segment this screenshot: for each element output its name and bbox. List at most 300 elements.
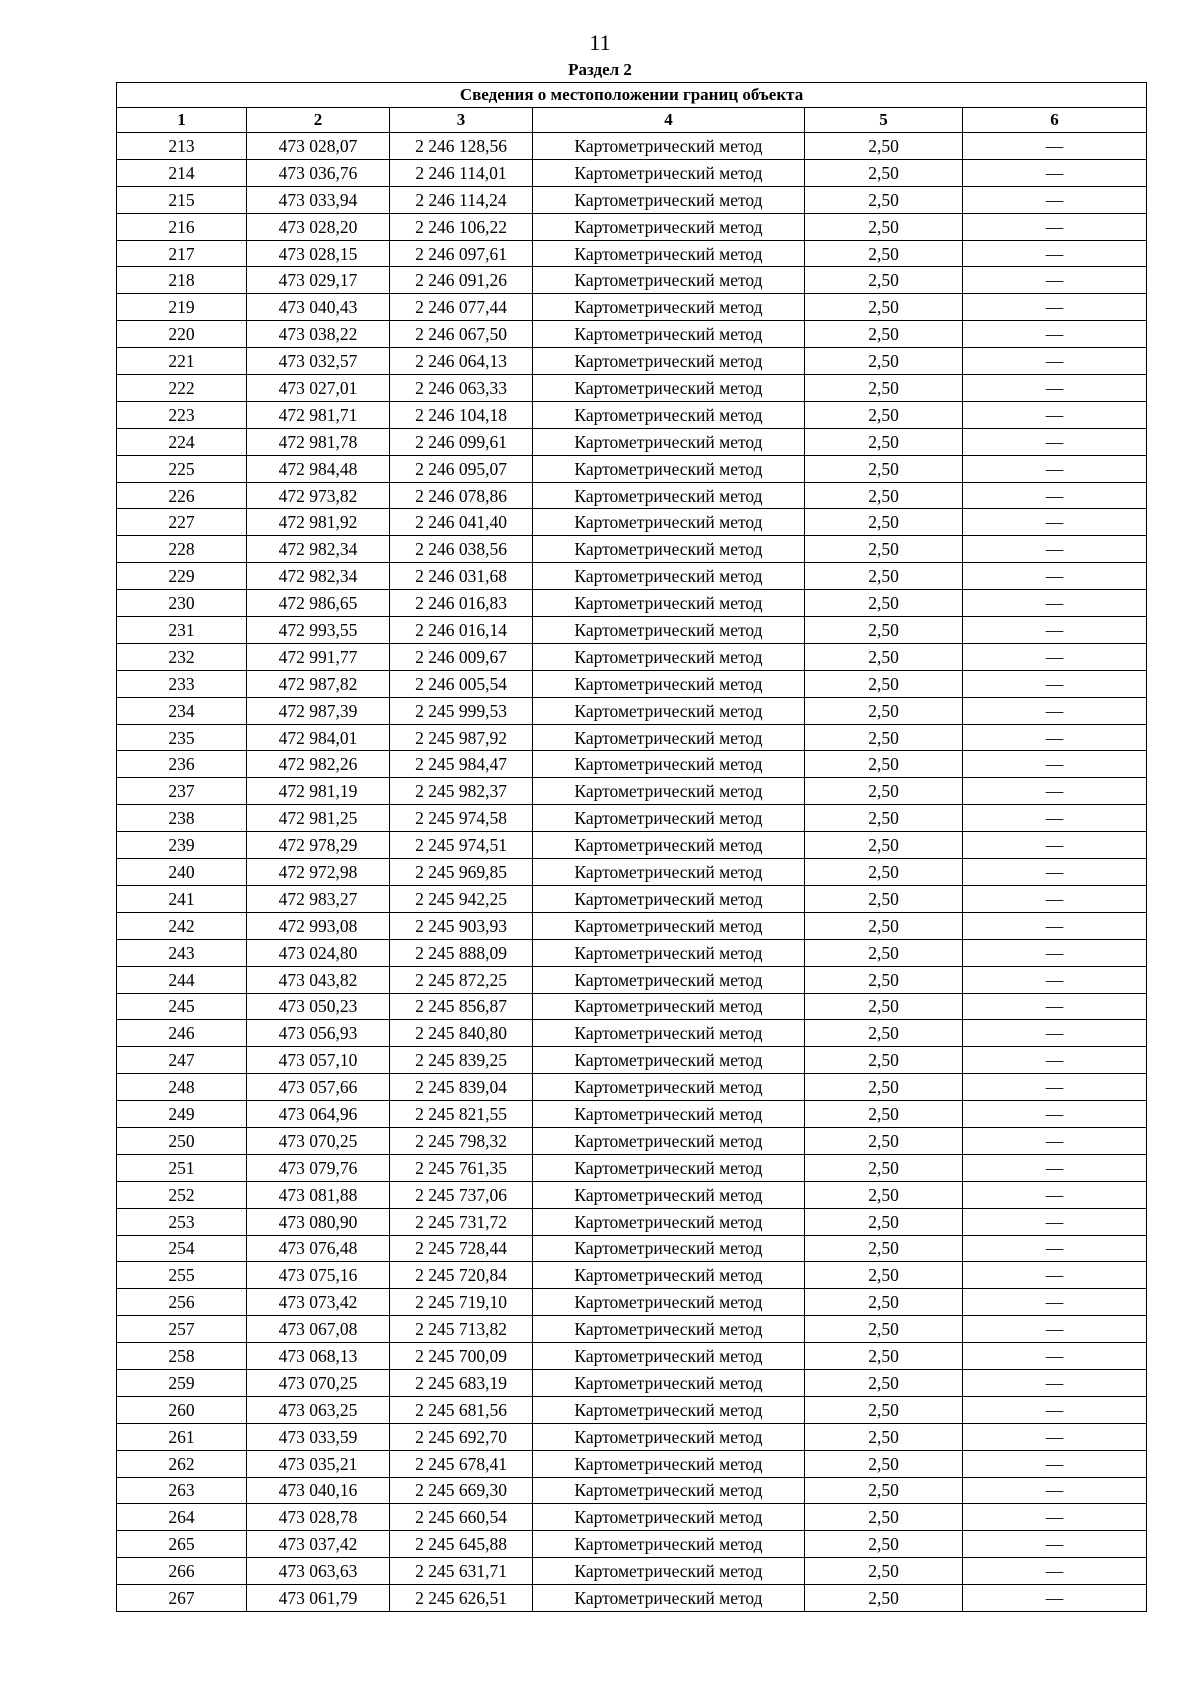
x-coordinate-cell: 473 028,15 bbox=[247, 240, 390, 267]
point-number-cell: 226 bbox=[117, 482, 247, 509]
description-cell: — bbox=[963, 1369, 1147, 1396]
table-body bbox=[117, 133, 1147, 1612]
method-cell: Картометрический метод bbox=[533, 1020, 805, 1047]
accuracy-cell: 2,50 bbox=[805, 1504, 963, 1531]
description-cell: — bbox=[963, 159, 1147, 186]
y-coordinate-cell: 2 246 099,61 bbox=[390, 428, 533, 455]
y-coordinate-cell: 2 246 041,40 bbox=[390, 509, 533, 536]
accuracy-cell: 2,50 bbox=[805, 993, 963, 1020]
method-cell: Картометрический метод bbox=[533, 1235, 805, 1262]
point-number-cell: 234 bbox=[117, 697, 247, 724]
description-cell: — bbox=[963, 1181, 1147, 1208]
accuracy-cell: 2,50 bbox=[805, 294, 963, 321]
x-coordinate-cell: 473 061,79 bbox=[247, 1585, 390, 1612]
table-row bbox=[117, 939, 1147, 966]
point-number-cell: 261 bbox=[117, 1423, 247, 1450]
y-coordinate-cell: 2 246 009,67 bbox=[390, 643, 533, 670]
y-coordinate-cell: 2 245 888,09 bbox=[390, 939, 533, 966]
description-cell: — bbox=[963, 455, 1147, 482]
description-cell: — bbox=[963, 1154, 1147, 1181]
method-cell: Картометрический метод bbox=[533, 294, 805, 321]
x-coordinate-cell: 473 080,90 bbox=[247, 1208, 390, 1235]
point-number-cell: 233 bbox=[117, 670, 247, 697]
point-number-cell: 264 bbox=[117, 1504, 247, 1531]
point-number-cell: 219 bbox=[117, 294, 247, 321]
table-row bbox=[117, 455, 1147, 482]
method-cell: Картометрический метод bbox=[533, 348, 805, 375]
table-row bbox=[117, 993, 1147, 1020]
table-row bbox=[117, 1127, 1147, 1154]
x-coordinate-cell: 473 029,17 bbox=[247, 267, 390, 294]
accuracy-cell: 2,50 bbox=[805, 1531, 963, 1558]
y-coordinate-cell: 2 245 678,41 bbox=[390, 1450, 533, 1477]
accuracy-cell: 2,50 bbox=[805, 697, 963, 724]
y-coordinate-cell: 2 245 903,93 bbox=[390, 912, 533, 939]
description-cell: — bbox=[963, 859, 1147, 886]
table-row bbox=[117, 1369, 1147, 1396]
table-row bbox=[117, 1477, 1147, 1504]
y-coordinate-cell: 2 245 798,32 bbox=[390, 1127, 533, 1154]
accuracy-cell: 2,50 bbox=[805, 1262, 963, 1289]
x-coordinate-cell: 473 024,80 bbox=[247, 939, 390, 966]
point-number-cell: 247 bbox=[117, 1047, 247, 1074]
point-number-cell: 230 bbox=[117, 590, 247, 617]
point-number-cell: 223 bbox=[117, 401, 247, 428]
point-number-cell: 257 bbox=[117, 1316, 247, 1343]
x-coordinate-cell: 473 068,13 bbox=[247, 1343, 390, 1370]
description-cell: — bbox=[963, 321, 1147, 348]
description-cell: — bbox=[963, 1235, 1147, 1262]
description-cell: — bbox=[963, 1262, 1147, 1289]
y-coordinate-cell: 2 245 840,80 bbox=[390, 1020, 533, 1047]
method-cell: Картометрический метод bbox=[533, 133, 805, 160]
accuracy-cell: 2,50 bbox=[805, 939, 963, 966]
table-row bbox=[117, 1396, 1147, 1423]
accuracy-cell: 2,50 bbox=[805, 885, 963, 912]
method-cell: Картометрический метод bbox=[533, 966, 805, 993]
accuracy-cell: 2,50 bbox=[805, 213, 963, 240]
y-coordinate-cell: 2 246 005,54 bbox=[390, 670, 533, 697]
table-row bbox=[117, 1558, 1147, 1585]
description-cell: — bbox=[963, 267, 1147, 294]
method-cell: Картометрический метод bbox=[533, 1047, 805, 1074]
y-coordinate-cell: 2 245 626,51 bbox=[390, 1585, 533, 1612]
description-cell: — bbox=[963, 375, 1147, 402]
description-cell: — bbox=[963, 1074, 1147, 1101]
accuracy-cell: 2,50 bbox=[805, 1343, 963, 1370]
table-row bbox=[117, 267, 1147, 294]
y-coordinate-cell: 2 245 982,37 bbox=[390, 778, 533, 805]
table-row bbox=[117, 1101, 1147, 1128]
y-coordinate-cell: 2 246 097,61 bbox=[390, 240, 533, 267]
accuracy-cell: 2,50 bbox=[805, 509, 963, 536]
accuracy-cell: 2,50 bbox=[805, 1585, 963, 1612]
y-coordinate-cell: 2 246 077,44 bbox=[390, 294, 533, 321]
x-coordinate-cell: 473 056,93 bbox=[247, 1020, 390, 1047]
y-coordinate-cell: 2 245 839,25 bbox=[390, 1047, 533, 1074]
table-row bbox=[117, 240, 1147, 267]
table-row bbox=[117, 294, 1147, 321]
x-coordinate-cell: 473 033,94 bbox=[247, 186, 390, 213]
method-cell: Картометрический метод bbox=[533, 240, 805, 267]
table-row bbox=[117, 832, 1147, 859]
x-coordinate-cell: 473 040,16 bbox=[247, 1477, 390, 1504]
table-row bbox=[117, 1154, 1147, 1181]
point-number-cell: 239 bbox=[117, 832, 247, 859]
table-row bbox=[117, 1423, 1147, 1450]
accuracy-cell: 2,50 bbox=[805, 267, 963, 294]
description-cell: — bbox=[963, 912, 1147, 939]
method-cell: Картометрический метод bbox=[533, 159, 805, 186]
method-cell: Картометрический метод bbox=[533, 751, 805, 778]
description-cell: — bbox=[963, 1127, 1147, 1154]
y-coordinate-cell: 2 246 016,14 bbox=[390, 617, 533, 644]
method-cell: Картометрический метод bbox=[533, 993, 805, 1020]
accuracy-cell: 2,50 bbox=[805, 1020, 963, 1047]
column-header: 1 bbox=[117, 108, 247, 133]
x-coordinate-cell: 472 993,55 bbox=[247, 617, 390, 644]
description-cell: — bbox=[963, 885, 1147, 912]
table-row bbox=[117, 1020, 1147, 1047]
accuracy-cell: 2,50 bbox=[805, 1047, 963, 1074]
y-coordinate-cell: 2 245 713,82 bbox=[390, 1316, 533, 1343]
method-cell: Картометрический метод bbox=[533, 1127, 805, 1154]
accuracy-cell: 2,50 bbox=[805, 1558, 963, 1585]
method-cell: Картометрический метод bbox=[533, 455, 805, 482]
method-cell: Картометрический метод bbox=[533, 1369, 805, 1396]
table-row bbox=[117, 670, 1147, 697]
description-cell: — bbox=[963, 563, 1147, 590]
method-cell: Картометрический метод bbox=[533, 1181, 805, 1208]
column-header: 4 bbox=[533, 108, 805, 133]
table-row bbox=[117, 186, 1147, 213]
x-coordinate-cell: 473 075,16 bbox=[247, 1262, 390, 1289]
x-coordinate-cell: 472 984,48 bbox=[247, 455, 390, 482]
description-cell: — bbox=[963, 240, 1147, 267]
y-coordinate-cell: 2 245 728,44 bbox=[390, 1235, 533, 1262]
description-cell: — bbox=[963, 186, 1147, 213]
description-cell: — bbox=[963, 643, 1147, 670]
point-number-cell: 266 bbox=[117, 1558, 247, 1585]
y-coordinate-cell: 2 245 737,06 bbox=[390, 1181, 533, 1208]
description-cell: — bbox=[963, 832, 1147, 859]
point-number-cell: 229 bbox=[117, 563, 247, 590]
table-row bbox=[117, 428, 1147, 455]
method-cell: Картометрический метод bbox=[533, 1343, 805, 1370]
point-number-cell: 222 bbox=[117, 375, 247, 402]
table-row bbox=[117, 348, 1147, 375]
x-coordinate-cell: 473 057,66 bbox=[247, 1074, 390, 1101]
x-coordinate-cell: 473 036,76 bbox=[247, 159, 390, 186]
x-coordinate-cell: 473 028,20 bbox=[247, 213, 390, 240]
accuracy-cell: 2,50 bbox=[805, 348, 963, 375]
accuracy-cell: 2,50 bbox=[805, 1208, 963, 1235]
description-cell: — bbox=[963, 1289, 1147, 1316]
x-coordinate-cell: 472 973,82 bbox=[247, 482, 390, 509]
table-row bbox=[117, 563, 1147, 590]
x-coordinate-cell: 472 987,39 bbox=[247, 697, 390, 724]
table-row bbox=[117, 213, 1147, 240]
x-coordinate-cell: 473 057,10 bbox=[247, 1047, 390, 1074]
column-header: 6 bbox=[963, 108, 1147, 133]
description-cell: — bbox=[963, 1396, 1147, 1423]
description-cell: — bbox=[963, 617, 1147, 644]
x-coordinate-cell: 473 070,25 bbox=[247, 1369, 390, 1396]
method-cell: Картометрический метод bbox=[533, 509, 805, 536]
column-header-row bbox=[117, 108, 1147, 133]
point-number-cell: 255 bbox=[117, 1262, 247, 1289]
x-coordinate-cell: 472 984,01 bbox=[247, 724, 390, 751]
x-coordinate-cell: 473 063,25 bbox=[247, 1396, 390, 1423]
column-header: 2 bbox=[247, 108, 390, 133]
description-cell: — bbox=[963, 966, 1147, 993]
accuracy-cell: 2,50 bbox=[805, 186, 963, 213]
method-cell: Картометрический метод bbox=[533, 670, 805, 697]
method-cell: Картометрический метод bbox=[533, 1585, 805, 1612]
accuracy-cell: 2,50 bbox=[805, 401, 963, 428]
accuracy-cell: 2,50 bbox=[805, 321, 963, 348]
y-coordinate-cell: 2 246 106,22 bbox=[390, 213, 533, 240]
point-number-cell: 256 bbox=[117, 1289, 247, 1316]
y-coordinate-cell: 2 245 692,70 bbox=[390, 1423, 533, 1450]
y-coordinate-cell: 2 246 095,07 bbox=[390, 455, 533, 482]
description-cell: — bbox=[963, 993, 1147, 1020]
y-coordinate-cell: 2 245 974,51 bbox=[390, 832, 533, 859]
y-coordinate-cell: 2 245 856,87 bbox=[390, 993, 533, 1020]
x-coordinate-cell: 472 991,77 bbox=[247, 643, 390, 670]
description-cell: — bbox=[963, 428, 1147, 455]
table-row bbox=[117, 536, 1147, 563]
table-row bbox=[117, 1289, 1147, 1316]
accuracy-cell: 2,50 bbox=[805, 455, 963, 482]
x-coordinate-cell: 473 081,88 bbox=[247, 1181, 390, 1208]
method-cell: Картометрический метод bbox=[533, 590, 805, 617]
section-title: Раздел 2 bbox=[568, 60, 632, 79]
point-number-cell: 228 bbox=[117, 536, 247, 563]
point-number-cell: 260 bbox=[117, 1396, 247, 1423]
page-number: 11 bbox=[589, 30, 611, 55]
table-row bbox=[117, 1235, 1147, 1262]
table-row bbox=[117, 1450, 1147, 1477]
table-row bbox=[117, 1316, 1147, 1343]
accuracy-cell: 2,50 bbox=[805, 859, 963, 886]
y-coordinate-cell: 2 246 104,18 bbox=[390, 401, 533, 428]
point-number-cell: 232 bbox=[117, 643, 247, 670]
y-coordinate-cell: 2 246 114,01 bbox=[390, 159, 533, 186]
point-number-cell: 262 bbox=[117, 1450, 247, 1477]
y-coordinate-cell: 2 245 821,55 bbox=[390, 1101, 533, 1128]
accuracy-cell: 2,50 bbox=[805, 1181, 963, 1208]
method-cell: Картометрический метод bbox=[533, 1423, 805, 1450]
x-coordinate-cell: 472 981,19 bbox=[247, 778, 390, 805]
table-row bbox=[117, 1074, 1147, 1101]
point-number-cell: 216 bbox=[117, 213, 247, 240]
point-number-cell: 245 bbox=[117, 993, 247, 1020]
point-number-cell: 213 bbox=[117, 133, 247, 160]
x-coordinate-cell: 473 043,82 bbox=[247, 966, 390, 993]
x-coordinate-cell: 473 032,57 bbox=[247, 348, 390, 375]
accuracy-cell: 2,50 bbox=[805, 1127, 963, 1154]
point-number-cell: 235 bbox=[117, 724, 247, 751]
description-cell: — bbox=[963, 697, 1147, 724]
method-cell: Картометрический метод bbox=[533, 805, 805, 832]
accuracy-cell: 2,50 bbox=[805, 375, 963, 402]
accuracy-cell: 2,50 bbox=[805, 832, 963, 859]
description-cell: — bbox=[963, 1477, 1147, 1504]
method-cell: Картометрический метод bbox=[533, 912, 805, 939]
method-cell: Картометрический метод bbox=[533, 1074, 805, 1101]
column-header: 3 bbox=[390, 108, 533, 133]
description-cell: — bbox=[963, 213, 1147, 240]
method-cell: Картометрический метод bbox=[533, 186, 805, 213]
table-row bbox=[117, 1181, 1147, 1208]
x-coordinate-cell: 473 040,43 bbox=[247, 294, 390, 321]
point-number-cell: 249 bbox=[117, 1101, 247, 1128]
x-coordinate-cell: 473 070,25 bbox=[247, 1127, 390, 1154]
table-row bbox=[117, 617, 1147, 644]
y-coordinate-cell: 2 245 942,25 bbox=[390, 885, 533, 912]
point-number-cell: 258 bbox=[117, 1343, 247, 1370]
method-cell: Картометрический метод bbox=[533, 1289, 805, 1316]
accuracy-cell: 2,50 bbox=[805, 1074, 963, 1101]
description-cell: — bbox=[963, 1316, 1147, 1343]
accuracy-cell: 2,50 bbox=[805, 590, 963, 617]
description-cell: — bbox=[963, 939, 1147, 966]
y-coordinate-cell: 2 245 700,09 bbox=[390, 1343, 533, 1370]
method-cell: Картометрический метод bbox=[533, 778, 805, 805]
description-cell: — bbox=[963, 778, 1147, 805]
x-coordinate-cell: 473 063,63 bbox=[247, 1558, 390, 1585]
accuracy-cell: 2,50 bbox=[805, 428, 963, 455]
accuracy-cell: 2,50 bbox=[805, 133, 963, 160]
x-coordinate-cell: 472 981,25 bbox=[247, 805, 390, 832]
table-row bbox=[117, 805, 1147, 832]
method-cell: Картометрический метод bbox=[533, 1504, 805, 1531]
method-cell: Картометрический метод bbox=[533, 1531, 805, 1558]
x-coordinate-cell: 472 972,98 bbox=[247, 859, 390, 886]
accuracy-cell: 2,50 bbox=[805, 1369, 963, 1396]
method-cell: Картометрический метод bbox=[533, 321, 805, 348]
method-cell: Картометрический метод bbox=[533, 375, 805, 402]
point-number-cell: 215 bbox=[117, 186, 247, 213]
table-row bbox=[117, 912, 1147, 939]
point-number-cell: 237 bbox=[117, 778, 247, 805]
accuracy-cell: 2,50 bbox=[805, 805, 963, 832]
column-header: 5 bbox=[805, 108, 963, 133]
accuracy-cell: 2,50 bbox=[805, 536, 963, 563]
point-number-cell: 267 bbox=[117, 1585, 247, 1612]
table-row bbox=[117, 321, 1147, 348]
description-cell: — bbox=[963, 1585, 1147, 1612]
description-cell: — bbox=[963, 1208, 1147, 1235]
description-cell: — bbox=[963, 401, 1147, 428]
y-coordinate-cell: 2 245 681,56 bbox=[390, 1396, 533, 1423]
description-cell: — bbox=[963, 294, 1147, 321]
method-cell: Картометрический метод bbox=[533, 1450, 805, 1477]
table-row bbox=[117, 778, 1147, 805]
description-cell: — bbox=[963, 1558, 1147, 1585]
accuracy-cell: 2,50 bbox=[805, 1235, 963, 1262]
table-title-row bbox=[117, 83, 1147, 108]
description-cell: — bbox=[963, 1047, 1147, 1074]
accuracy-cell: 2,50 bbox=[805, 563, 963, 590]
method-cell: Картометрический метод bbox=[533, 939, 805, 966]
x-coordinate-cell: 473 038,22 bbox=[247, 321, 390, 348]
table-row bbox=[117, 1208, 1147, 1235]
description-cell: — bbox=[963, 1504, 1147, 1531]
y-coordinate-cell: 2 245 984,47 bbox=[390, 751, 533, 778]
accuracy-cell: 2,50 bbox=[805, 1154, 963, 1181]
x-coordinate-cell: 472 982,34 bbox=[247, 563, 390, 590]
x-coordinate-cell: 472 982,26 bbox=[247, 751, 390, 778]
method-cell: Картометрический метод bbox=[533, 1262, 805, 1289]
y-coordinate-cell: 2 245 999,53 bbox=[390, 697, 533, 724]
table-row bbox=[117, 1585, 1147, 1612]
accuracy-cell: 2,50 bbox=[805, 159, 963, 186]
point-number-cell: 221 bbox=[117, 348, 247, 375]
method-cell: Картометрический метод bbox=[533, 401, 805, 428]
table-row bbox=[117, 966, 1147, 993]
x-coordinate-cell: 473 079,76 bbox=[247, 1154, 390, 1181]
y-coordinate-cell: 2 245 969,85 bbox=[390, 859, 533, 886]
y-coordinate-cell: 2 245 683,19 bbox=[390, 1369, 533, 1396]
x-coordinate-cell: 473 028,78 bbox=[247, 1504, 390, 1531]
x-coordinate-cell: 473 050,23 bbox=[247, 993, 390, 1020]
description-cell: — bbox=[963, 751, 1147, 778]
method-cell: Картометрический метод bbox=[533, 536, 805, 563]
point-number-cell: 252 bbox=[117, 1181, 247, 1208]
y-coordinate-cell: 2 246 067,50 bbox=[390, 321, 533, 348]
x-coordinate-cell: 472 981,92 bbox=[247, 509, 390, 536]
point-number-cell: 253 bbox=[117, 1208, 247, 1235]
x-coordinate-cell: 473 073,42 bbox=[247, 1289, 390, 1316]
x-coordinate-cell: 472 983,27 bbox=[247, 885, 390, 912]
y-coordinate-cell: 2 246 038,56 bbox=[390, 536, 533, 563]
accuracy-cell: 2,50 bbox=[805, 1316, 963, 1343]
y-coordinate-cell: 2 246 091,26 bbox=[390, 267, 533, 294]
table-title: Сведения о местоположении границ объекта bbox=[117, 83, 1147, 108]
x-coordinate-cell: 473 037,42 bbox=[247, 1531, 390, 1558]
point-number-cell: 246 bbox=[117, 1020, 247, 1047]
x-coordinate-cell: 472 978,29 bbox=[247, 832, 390, 859]
y-coordinate-cell: 2 246 114,24 bbox=[390, 186, 533, 213]
y-coordinate-cell: 2 245 987,92 bbox=[390, 724, 533, 751]
point-number-cell: 259 bbox=[117, 1369, 247, 1396]
y-coordinate-cell: 2 245 719,10 bbox=[390, 1289, 533, 1316]
accuracy-cell: 2,50 bbox=[805, 643, 963, 670]
accuracy-cell: 2,50 bbox=[805, 617, 963, 644]
boundary-coordinates-table bbox=[116, 82, 1147, 1612]
x-coordinate-cell: 472 982,34 bbox=[247, 536, 390, 563]
table-row bbox=[117, 159, 1147, 186]
point-number-cell: 227 bbox=[117, 509, 247, 536]
x-coordinate-cell: 472 987,82 bbox=[247, 670, 390, 697]
y-coordinate-cell: 2 245 974,58 bbox=[390, 805, 533, 832]
method-cell: Картометрический метод bbox=[533, 724, 805, 751]
point-number-cell: 217 bbox=[117, 240, 247, 267]
x-coordinate-cell: 472 981,78 bbox=[247, 428, 390, 455]
description-cell: — bbox=[963, 536, 1147, 563]
point-number-cell: 244 bbox=[117, 966, 247, 993]
method-cell: Картометрический метод bbox=[533, 1477, 805, 1504]
method-cell: Картометрический метод bbox=[533, 563, 805, 590]
table-row bbox=[117, 1262, 1147, 1289]
description-cell: — bbox=[963, 590, 1147, 617]
method-cell: Картометрический метод bbox=[533, 1396, 805, 1423]
accuracy-cell: 2,50 bbox=[805, 670, 963, 697]
description-cell: — bbox=[963, 509, 1147, 536]
table-row bbox=[117, 1504, 1147, 1531]
